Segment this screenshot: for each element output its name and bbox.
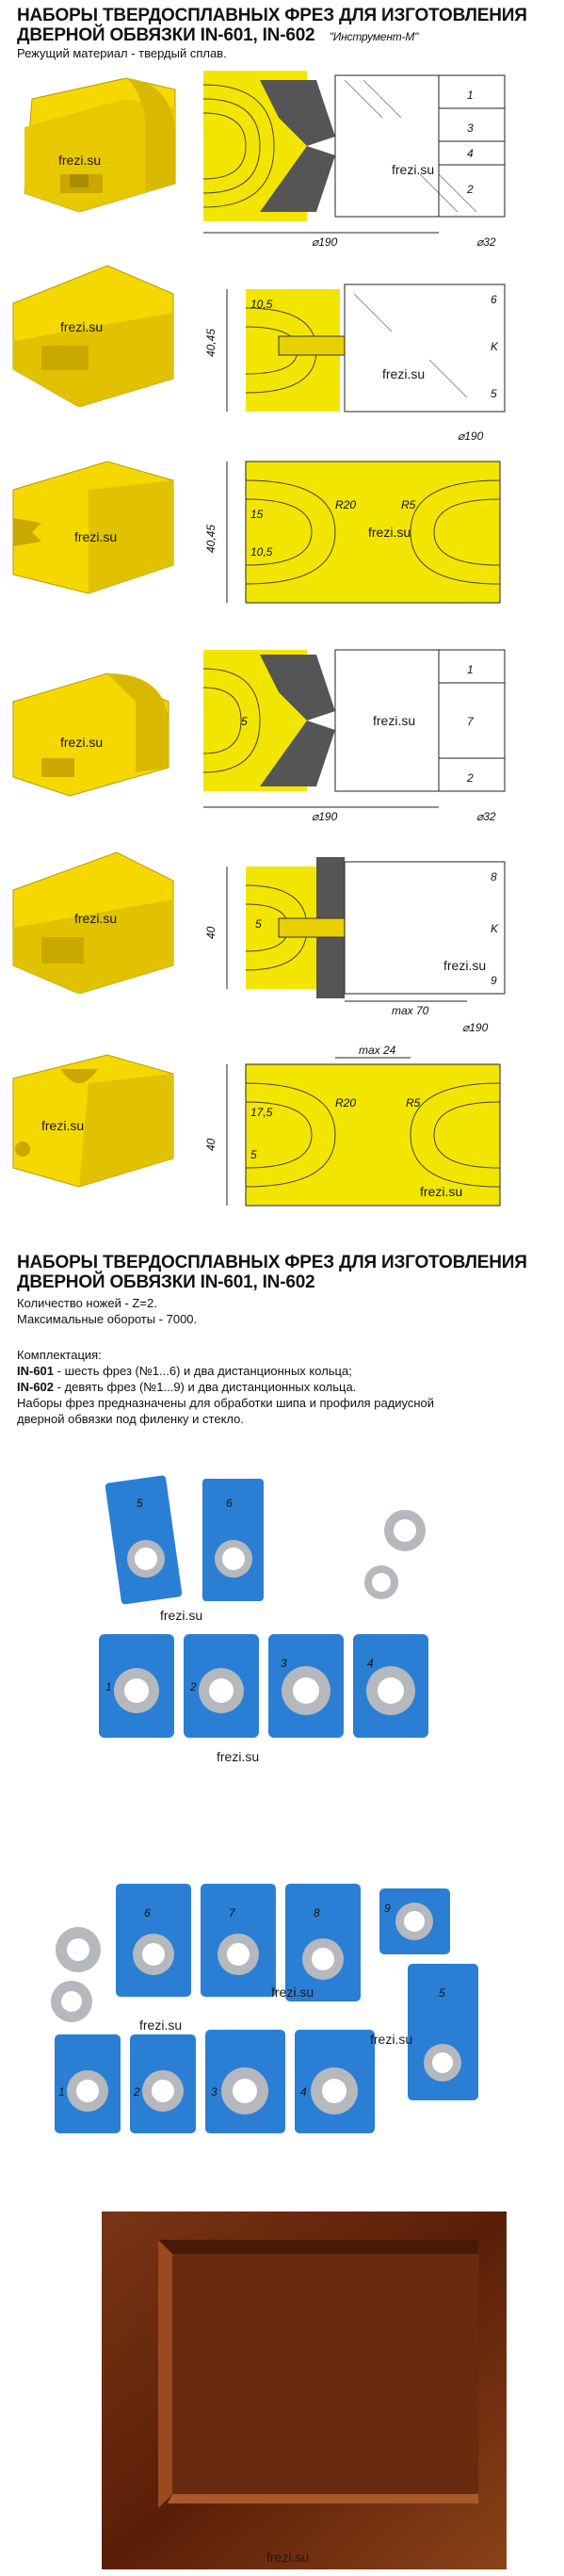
watermark-photo-1a: frezi.su	[160, 1608, 203, 1623]
kit-title: Комплектация:	[17, 1348, 102, 1362]
cutter-label: 3	[467, 122, 474, 135]
cutter-6	[202, 1479, 264, 1601]
cutter-label: K	[491, 340, 499, 353]
dim-height: 40,45	[204, 328, 218, 357]
dim-radius-2: R5	[401, 498, 416, 511]
cutter-section-3	[0, 452, 564, 640]
cutter-section-4	[0, 645, 564, 834]
cutter-9	[379, 1888, 450, 1954]
cutter-label: 5	[491, 387, 497, 400]
watermark-photo-2b: frezi.su	[271, 1985, 314, 2000]
watermark-door: frezi.su	[266, 2550, 310, 2565]
profile-drawing-3	[203, 452, 524, 622]
watermark-2: frezi.su	[60, 319, 104, 334]
page-title	[17, 6, 527, 47]
cutter-4	[295, 2030, 375, 2133]
cutter-label: 1	[467, 663, 474, 676]
cutter-label: 2	[467, 771, 474, 785]
dim-radius-1: R20	[335, 1096, 357, 1110]
cutter-number: 3	[211, 2085, 218, 2098]
cutter-3	[268, 1634, 344, 1738]
cutter-block-3	[4, 452, 192, 603]
max-speed: Максимальные обороты - 7000.	[17, 1312, 198, 1326]
cutter-label: 4	[467, 147, 474, 160]
title-line-2: ДВЕРНОЙ ОБВЯЗКИ IN-601, IN-602 "Инструмент-М"	[17, 25, 419, 45]
cutter-2	[130, 2034, 196, 2133]
cutter-number: 6	[226, 1497, 233, 1510]
cutter-label: 2	[467, 183, 474, 196]
cutter-label: 7	[467, 715, 474, 728]
cutter-label: 8	[491, 870, 497, 883]
cutter-section-6	[0, 1041, 564, 1229]
cutter-number: 1	[58, 2085, 65, 2098]
cutter-number: 5	[439, 1986, 445, 2000]
description-specs	[17, 1295, 197, 1327]
profile-drawing-6	[203, 1041, 524, 1215]
kit-602-model: IN-602	[17, 1380, 55, 1394]
cutter-3	[205, 2030, 285, 2133]
dim-radius-2: R5	[406, 1096, 421, 1110]
cutter-6	[116, 1884, 191, 1997]
dim-height: 40,45	[204, 524, 218, 553]
cutter-number: 5	[137, 1497, 143, 1510]
cutter-block-5	[4, 834, 192, 994]
dim-step: 5	[255, 917, 262, 931]
profile-drawing-1	[203, 71, 514, 254]
profile-drawing-4	[203, 645, 514, 829]
spacer-rings	[364, 1510, 426, 1599]
dim-step-2: 5	[250, 1148, 257, 1161]
watermark-drawing-3: frezi.su	[368, 525, 411, 540]
cutter-number: 2	[134, 2085, 140, 2098]
kit-description	[17, 1347, 434, 1427]
dim-step-1: 17,5	[250, 1106, 273, 1119]
cutter-block-4	[4, 645, 192, 801]
cutter-set-photo-2	[45, 1870, 507, 2152]
cutter-number: 1	[105, 1680, 112, 1693]
spacer-rings	[51, 1927, 101, 2022]
description-title	[17, 1253, 527, 1292]
door-frame-photo	[102, 2211, 507, 2569]
cutter-label: 6	[491, 293, 497, 306]
knives-count: Количество ножей - Z=2.	[17, 1296, 157, 1310]
dim-step: 5	[241, 715, 248, 728]
cutter-7	[201, 1884, 276, 1997]
dim-diameter: ⌀190	[312, 810, 338, 823]
watermark-6: frezi.su	[41, 1118, 85, 1133]
cutter-label: 1	[467, 89, 474, 102]
dim-max-width: max 24	[359, 1044, 396, 1057]
watermark-1: frezi.su	[58, 153, 102, 168]
cutter-number: 9	[384, 1902, 391, 1915]
watermark-4: frezi.su	[60, 735, 104, 750]
watermark-photo-1b: frezi.su	[217, 1749, 260, 1764]
watermark-drawing-4: frezi.su	[373, 713, 416, 728]
kit-602-text: - девять фрез (№1...9) и два дистанционных кольца.	[54, 1380, 357, 1394]
cutter-label: K	[491, 922, 499, 935]
dim-height: 40	[204, 926, 218, 939]
dim-radius-1: R20	[335, 498, 357, 511]
watermark-photo-2a: frezi.su	[139, 2017, 183, 2033]
title-line-1: НАБОРЫ ТВЕРДОСПЛАВНЫХ ФРЕЗ ДЛЯ ИЗГОТОВЛЕНИЯ	[17, 6, 527, 25]
material-note: Режущий материал - твердый сплав.	[17, 46, 227, 60]
dim-diameter: ⌀190	[458, 429, 484, 443]
cutter-1	[99, 1634, 174, 1738]
cutter-section-1	[0, 71, 564, 259]
kit-601-model: IN-601	[17, 1364, 55, 1378]
watermark-drawing-2: frezi.su	[382, 366, 426, 381]
kit-in-602	[17, 1379, 434, 1395]
cutter-number: 4	[300, 2085, 307, 2098]
cutter-5	[105, 1475, 182, 1605]
purpose-line-2: дверной обвязки под филенку и стекло.	[17, 1412, 244, 1426]
cutter-number: 3	[281, 1657, 287, 1670]
watermark-drawing-1: frezi.su	[392, 162, 435, 177]
purpose-line-1: Наборы фрез предназначены для обработки шипа и профиля радиусной	[17, 1396, 435, 1410]
dim-max-length: max 70	[392, 1004, 429, 1017]
cutter-number: 7	[229, 1906, 235, 1920]
cutter-number: 4	[367, 1657, 374, 1670]
cutter-2	[184, 1634, 259, 1738]
dim-height: 40	[204, 1138, 218, 1151]
cutter-block-6	[4, 1041, 192, 1196]
profile-drawing-5	[203, 834, 524, 1036]
cutter-block-2	[4, 256, 192, 407]
description-title-line-2: ДВЕРНОЙ ОБВЯЗКИ IN-601, IN-602	[17, 1272, 315, 1292]
cutter-section-2	[0, 256, 564, 445]
profile-drawing-2	[203, 256, 524, 445]
dim-bore: ⌀32	[476, 810, 496, 823]
dim-bore: ⌀32	[476, 235, 496, 249]
cutter-block-1	[4, 71, 192, 245]
cutter-number: 8	[314, 1906, 320, 1920]
cutter-number: 6	[144, 1906, 151, 1920]
cutter-number: 2	[190, 1680, 197, 1693]
watermark-5: frezi.su	[74, 911, 118, 926]
dim-diameter: ⌀190	[312, 235, 338, 249]
watermark-drawing-6: frezi.su	[420, 1184, 463, 1199]
description-title-line-1: НАБОРЫ ТВЕРДОСПЛАВНЫХ ФРЕЗ ДЛЯ ИЗГОТОВЛЕНИЯ	[17, 1253, 527, 1272]
kit-601-text: - шесть фрез (№1...6) и два дистанционных кольца;	[54, 1364, 352, 1378]
watermark-photo-2c: frezi.su	[370, 2032, 413, 2047]
dim-height-2: 10,5	[250, 298, 273, 311]
watermark-3: frezi.su	[74, 529, 118, 544]
cutter-label: 9	[491, 974, 497, 987]
maker-name: "Инструмент-М"	[329, 30, 419, 43]
dim-step-2: 10,5	[250, 545, 273, 559]
dim-step-1: 15	[250, 508, 264, 521]
cutter-set-photo-1	[94, 1469, 508, 1785]
cutter-section-5	[0, 834, 564, 1034]
cutter-5	[408, 1964, 478, 2100]
cutter-1	[55, 2034, 121, 2133]
dim-diameter: ⌀190	[462, 1021, 489, 1034]
kit-in-601	[17, 1363, 434, 1379]
watermark-drawing-5: frezi.su	[443, 958, 487, 973]
cutter-4	[353, 1634, 428, 1738]
